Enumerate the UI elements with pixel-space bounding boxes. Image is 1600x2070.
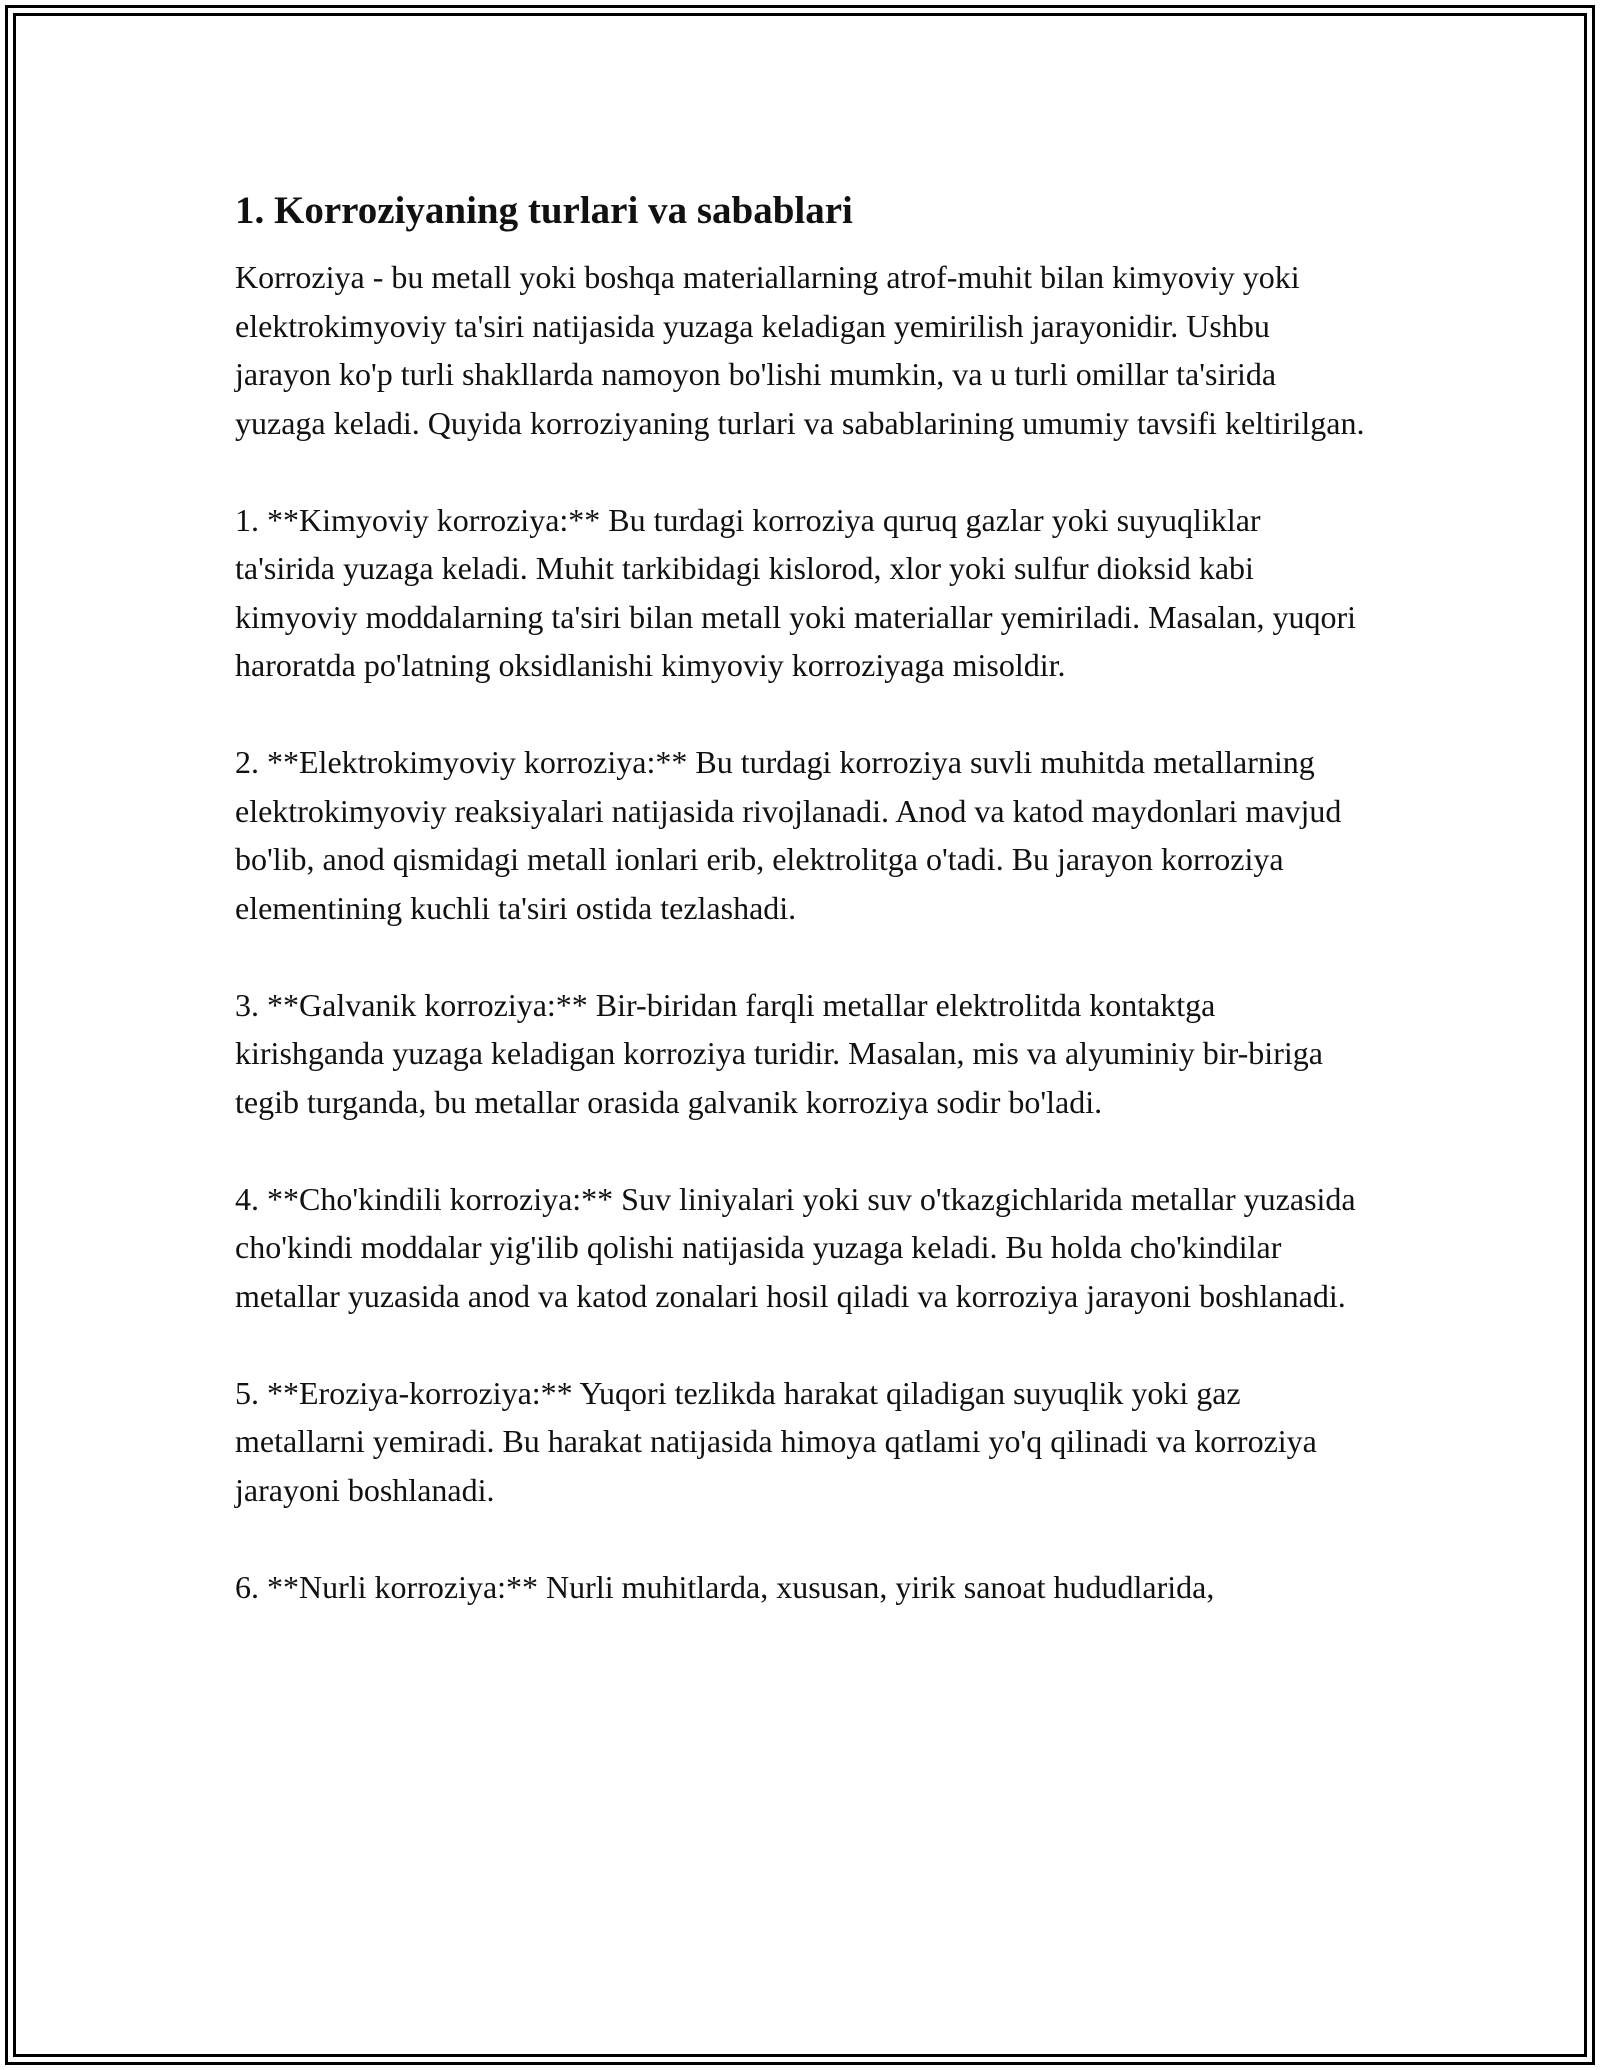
list-item-radiation-corrosion: 6. **Nurli korroziya:** Nurli muhitlarda, xususan, yirik sanoat hududlarida, xyxy=(235,1568,1215,1605)
list-item-galvanic-corrosion: 3. **Galvanik korroziya:** Bir-biridan farqli metallar elektrolitda kontaktga kirishganda yuzaga keladigan korroziya turidir. Masalan, mis va alyuminiy bir-biriga tegib turganda, bu metallar orasida galvanik korroziya sodir bo'ladi. xyxy=(235,986,1323,1120)
document-body xyxy=(235,185,1365,1611)
list-item-erosion-corrosion: 5. **Eroziya-korroziya:** Yuqori tezlikda harakat qiladigan suyuqlik yoki gaz metallarni yemiradi. Bu harakat natijasida himoya qatlami yo'q qilinadi va korroziya jarayoni boshlanadi. xyxy=(235,1374,1317,1508)
intro-paragraph: Korroziya - bu metall yoki boshqa materiallarning atrof-muhit bilan kimyoviy yoki elektrokimyoviy ta'siri natijasida yuzaga keladigan yemirilish jarayonidir. Ushbu jarayon ko'p turli shakllarda namoyon bo'lishi mumkin, va u turli omillar ta'sirida yuzaga keladi. Quyida korroziyaning turlari va sabablarining umumiy tavsifi keltirilgan. xyxy=(235,259,1365,441)
section-heading: 1. Korroziyaning turlari va sabablari xyxy=(235,189,853,232)
list-item-sediment-corrosion: 4. **Cho'kindili korroziya:** Suv liniyalari yoki suv o'tkazgichlarida metallar yuzasida cho'kindi moddalar yig'ilib qolishi natijasida yuzaga keladi. Bu holda cho'kindilar metallar yuzasida anod va katod zonalari hosil qiladi va korroziya jarayoni boshlanadi. xyxy=(235,1180,1356,1314)
list-item-chemical-corrosion: 1. **Kimyoviy korroziya:** Bu turdagi korroziya quruq gazlar yoki suyuqliklar ta'sirida yuzaga keladi. Muhit tarkibidagi kislorod, xlor yoki sulfur dioksid kabi kimyoviy moddalarning ta'siri bilan metall yoki materiallar yemiriladi. Masalan, yuqori haroratda po'latning oksidlanishi kimyoviy korroziyaga misoldir. xyxy=(235,501,1357,683)
list-item-electrochemical-corrosion: 2. **Elektrokimyoviy korroziya:** Bu turdagi korroziya suvli muhitda metallarning elektrokimyoviy reaksiyalari natijasida rivojlanadi. Anod va katod maydonlari mavjud bo'lib, anod qismidagi metall ionlari erib, elektrolitga o'tadi. Bu jarayon korroziya elementining kuchli ta'siri ostida tezlashadi. xyxy=(235,744,1342,926)
